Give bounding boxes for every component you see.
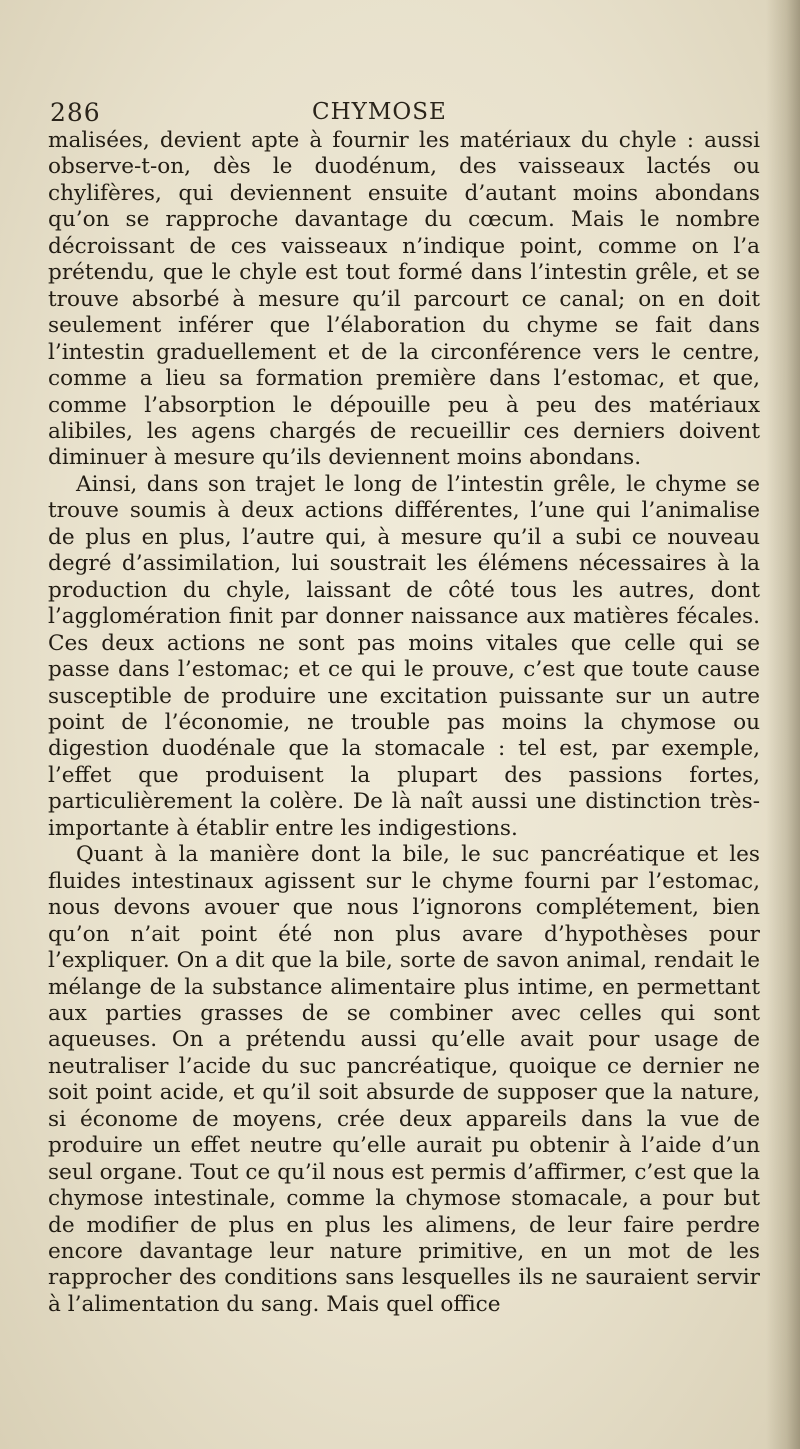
page-gutter-shadow <box>766 0 800 1449</box>
paragraph: Ainsi, dans son trajet le long de l’intestin grêle, le chyme se trouve soumis à deux actions différentes, l’une qui l’animalise de plus en plus, l’autre qui, à mesure qu’il a subi ce nouveau degré d’assimilation, lui soustrait les élémens nécessaires à la production du chyle, laissant de côté tous les autres, dont l’agglomération finit par donner naissance aux matières fécales. Ces deux actions ne sont pas moins vitales que celle qui se passe dans l’estomac; et ce qui le prouve, c’est que toute cause susceptible de produire une excitation puissante sur un autre point de l’économie, ne trouble pas moins la chymose ou digestion duodénale que la stomacale : tel est, par exemple, l’effet que produisent la plupart des passions fortes, particulièrement la colère. De là naît aussi une distinction très-importante à établir entre les indigestions. <box>48 471 760 841</box>
page-number: 286 <box>50 98 101 127</box>
page-header <box>50 98 670 132</box>
paragraph: Quant à la manière dont la bile, le suc pancréatique et les fluides intestinaux agissent sur le chyme fourni par l’estomac, nous devons avouer que nous l’ignorons complétement, bien qu’on n’ait point été non plus avare d’hypothèses pour l’expliquer. On a dit que la bile, sorte de savon animal, rendait le mélange de la substance alimentaire plus intime, en permettant aux parties grasses de se combiner avec celles qui sont aqueuses. On a prétendu aussi qu’elle avait pour usage de neutraliser l’acide du suc pancréatique, quoique ce dernier ne soit point acide, et qu’il soit absurde de supposer que la nature, si économe de moyens, crée deux appareils dans la vue de produire un effet neutre qu’elle aurait pu obtenir à l’aide d’un seul organe. Tout ce qu’il nous est permis d’affirmer, c’est que la chymose intestinale, comme la chymose stomacale, a pour but de modifier de plus en plus les alimens, de leur faire perdre encore davantage leur nature primitive, en un mot de les rapprocher des conditions sans lesquelles ils ne sauraient servir à l’alimentation du sang. Mais quel office <box>48 842 760 1317</box>
body-text <box>48 128 760 1318</box>
paragraph-continued: malisées, devient apte à fournir les matériaux du chyle : aussi observe-t-on, dès le duodénum, des vaisseaux lactés ou chylifères, qui deviennent ensuite d’autant moins abondans qu’on se rapproche davantage du cœcum. Mais le nombre décroissant de ces vaisseaux n’indique point, comme on l’a prétendu, que le chyle est tout formé dans l’intestin grêle, et se trouve absorbé à mesure qu’il parcourt ce canal; on en doit seulement inférer que l’élaboration du chyme se fait dans l’intestin graduellement et de la circonférence vers le centre, comme a lieu sa formation première dans l’estomac, et que, comme l’absorption le dépouille peu à peu des matériaux alibiles, les agens chargés de recueillir ces derniers doivent diminuer à mesure qu’ils deviennent moins abondans. <box>48 128 760 471</box>
running-head: CHYMOSE <box>312 99 447 125</box>
